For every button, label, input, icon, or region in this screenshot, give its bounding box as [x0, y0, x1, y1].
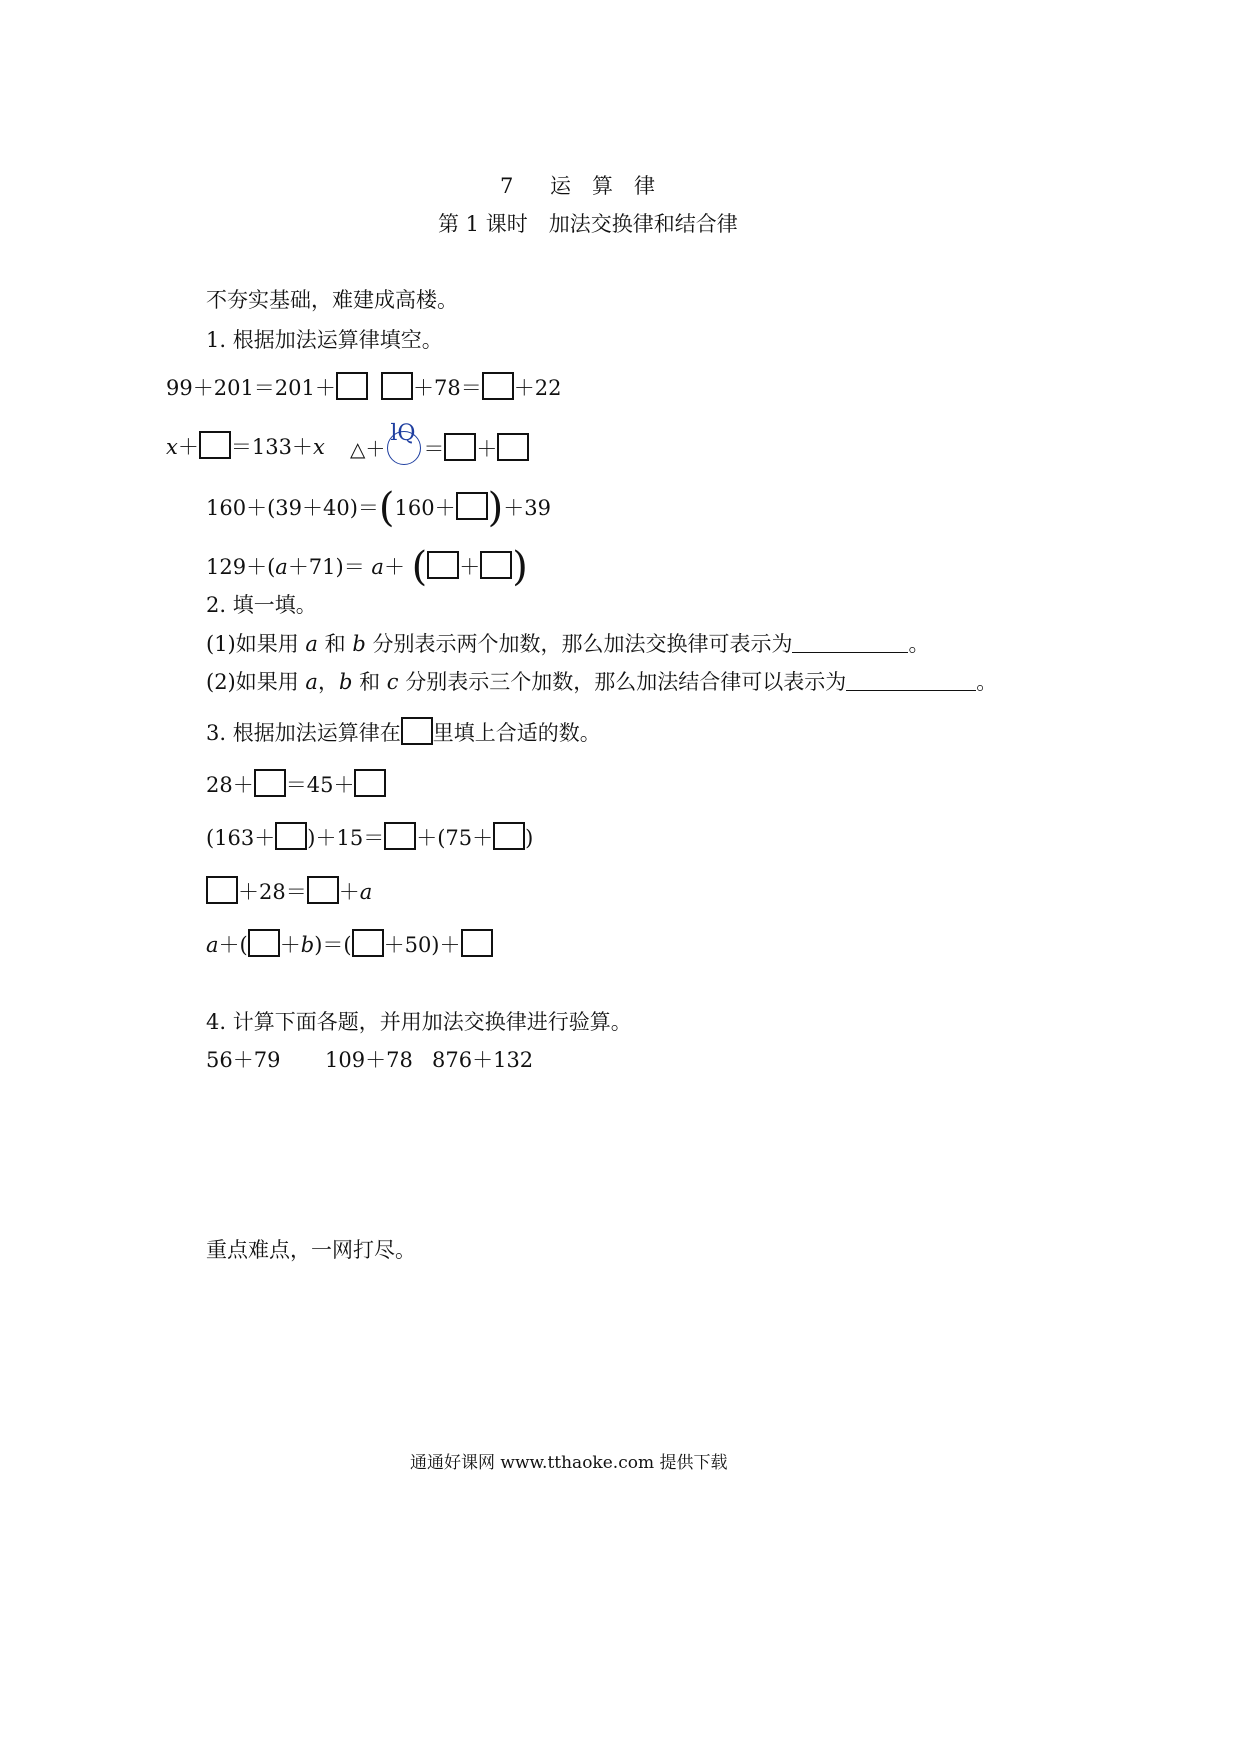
q3-row1-lead: 28＋ — [206, 773, 254, 797]
q3-row4-text: ＋ — [279, 933, 301, 957]
q4-problem: 109＋78 — [325, 1048, 413, 1072]
section-heading-basics: 不夯实基础，难建成高楼。 — [206, 288, 458, 312]
q1-row2-left-eq: ＝133＋ — [230, 435, 313, 459]
chapter-number: 7 — [500, 174, 514, 198]
paren-open: ( — [411, 544, 428, 590]
answer-box[interactable] — [456, 492, 488, 520]
answer-box[interactable] — [199, 431, 231, 459]
triangle-plus: △＋ — [350, 437, 386, 461]
plus-sign: ＋ — [338, 880, 360, 904]
var-c: c — [386, 670, 399, 694]
plus-sign: ＋ — [476, 437, 498, 461]
q2-item2 — [206, 672, 997, 693]
answer-box[interactable] — [482, 372, 514, 400]
q1-row1-right — [381, 372, 561, 400]
plus-sign: ＋ — [459, 555, 481, 579]
var-a: a — [206, 933, 219, 957]
answer-box[interactable] — [480, 551, 512, 579]
var-b: b — [338, 670, 353, 694]
paren-close: ) — [512, 544, 528, 590]
q3-prompt-b: 里填上合适的数。 — [432, 721, 601, 745]
q1-row1-right-text-b: ＋22 — [513, 376, 562, 400]
q1-row4-lead: 129＋( — [206, 555, 276, 579]
q3-row2 — [206, 822, 533, 850]
lesson-title: 第 1 课时 加法交换律和结合律 — [438, 212, 738, 236]
q2-item1 — [206, 634, 929, 655]
q3-row2-end: ) — [525, 826, 534, 850]
equals-sign: ＝ — [423, 437, 445, 461]
paren-close: ) — [487, 485, 504, 531]
q1-row1-left — [166, 372, 368, 400]
q1-row2-right — [350, 421, 529, 465]
var-x: x — [312, 435, 325, 459]
answer-box[interactable] — [336, 372, 368, 400]
q3-row1-mid: ＝45＋ — [285, 773, 355, 797]
q4-problem: 56＋79 — [206, 1048, 281, 1072]
q1-prompt: 1. 根据加法运算律填空。 — [206, 328, 443, 352]
circle-handwritten-mark: lQ — [390, 421, 416, 446]
q3-prompt-a: 3. 根据加法运算律在 — [206, 721, 401, 745]
q3-row2-lead: (163＋ — [206, 826, 276, 850]
var-b: b — [352, 632, 366, 656]
q3-row3-mid: ＋28＝ — [238, 880, 307, 904]
answer-box[interactable] — [381, 372, 413, 400]
q3-row2-mid: )＋15＝ — [307, 826, 385, 850]
var-a: a — [305, 670, 318, 694]
q2-item1-text: (1)如果用 — [206, 632, 306, 656]
q4-prompt: 4. 计算下面各题，并用加法交换律进行验算。 — [206, 1010, 632, 1034]
q2-item2-end: 。 — [976, 670, 998, 694]
chapter-title: 运 算 律 — [550, 174, 655, 198]
var-a: a — [359, 880, 373, 904]
q1-row1-right-text-a: ＋78＝ — [413, 376, 482, 400]
section-heading-key-points: 重点难点，一网打尽。 — [206, 1238, 416, 1262]
q1-row1-left-text: 99＋201＝201＋ — [166, 376, 336, 400]
q3-row1 — [206, 769, 386, 797]
answer-box[interactable] — [254, 769, 286, 797]
plus-sign: ＋ — [177, 435, 199, 459]
var-a: a — [275, 555, 288, 579]
circle-shape[interactable] — [387, 421, 421, 465]
answer-box[interactable] — [275, 822, 307, 850]
q2-prompt: 2. 填一填。 — [206, 593, 317, 617]
answer-box[interactable] — [497, 433, 529, 461]
q1-row4 — [206, 544, 528, 590]
answer-box[interactable] — [307, 876, 339, 904]
answer-blank[interactable] — [846, 672, 976, 691]
answer-box[interactable] — [444, 433, 476, 461]
q2-item1-end: 。 — [908, 632, 930, 656]
footer-credit: 通通好课网 www.tthaoke.com 提供下载 — [410, 1453, 728, 1473]
answer-box[interactable] — [248, 929, 280, 957]
q1-row3-inner: 160＋ — [394, 496, 456, 520]
q2-item2-text: (2)如果用 — [206, 670, 306, 694]
answer-box[interactable] — [427, 551, 459, 579]
q1-row3-lead: 160＋(39＋40)＝ — [206, 496, 379, 520]
answer-box[interactable] — [461, 929, 493, 957]
var-b: b — [300, 933, 315, 957]
answer-blank[interactable] — [792, 634, 908, 653]
q3-prompt — [206, 717, 601, 745]
q3-row4-text: )＝( — [314, 933, 352, 957]
plus-sign: ＋ — [383, 555, 412, 579]
q2-item2-text: ， — [317, 670, 339, 694]
answer-box[interactable] — [384, 822, 416, 850]
q3-row4-text: ＋50)＋ — [383, 933, 461, 957]
q3-row4 — [206, 929, 493, 957]
var-a: a — [305, 632, 318, 656]
q3-row3 — [206, 876, 372, 904]
q3-row2-mid2: ＋(75＋ — [416, 826, 494, 850]
q1-row3-tail: ＋39 — [503, 496, 551, 520]
answer-box[interactable] — [352, 929, 384, 957]
var-a: a — [371, 555, 384, 579]
q2-item2-text: 和 — [352, 670, 387, 694]
q1-row4-mid: ＋71)＝ — [287, 555, 372, 579]
paren-open: ( — [378, 485, 395, 531]
q1-row2-left — [166, 431, 325, 459]
var-x: x — [166, 435, 178, 459]
example-box — [401, 717, 433, 745]
answer-box[interactable] — [206, 876, 238, 904]
q2-item2-text: 分别表示三个加数，那么加法结合律可以表示为 — [398, 670, 847, 694]
q2-item1-text: 分别表示两个加数，那么加法交换律可表示为 — [365, 632, 793, 656]
q3-row4-text: ＋( — [218, 933, 248, 957]
answer-box[interactable] — [493, 822, 525, 850]
q2-item1-text: 和 — [317, 632, 353, 656]
answer-box[interactable] — [354, 769, 386, 797]
q4-problem: 876＋132 — [432, 1048, 534, 1072]
q1-row3 — [206, 485, 551, 531]
